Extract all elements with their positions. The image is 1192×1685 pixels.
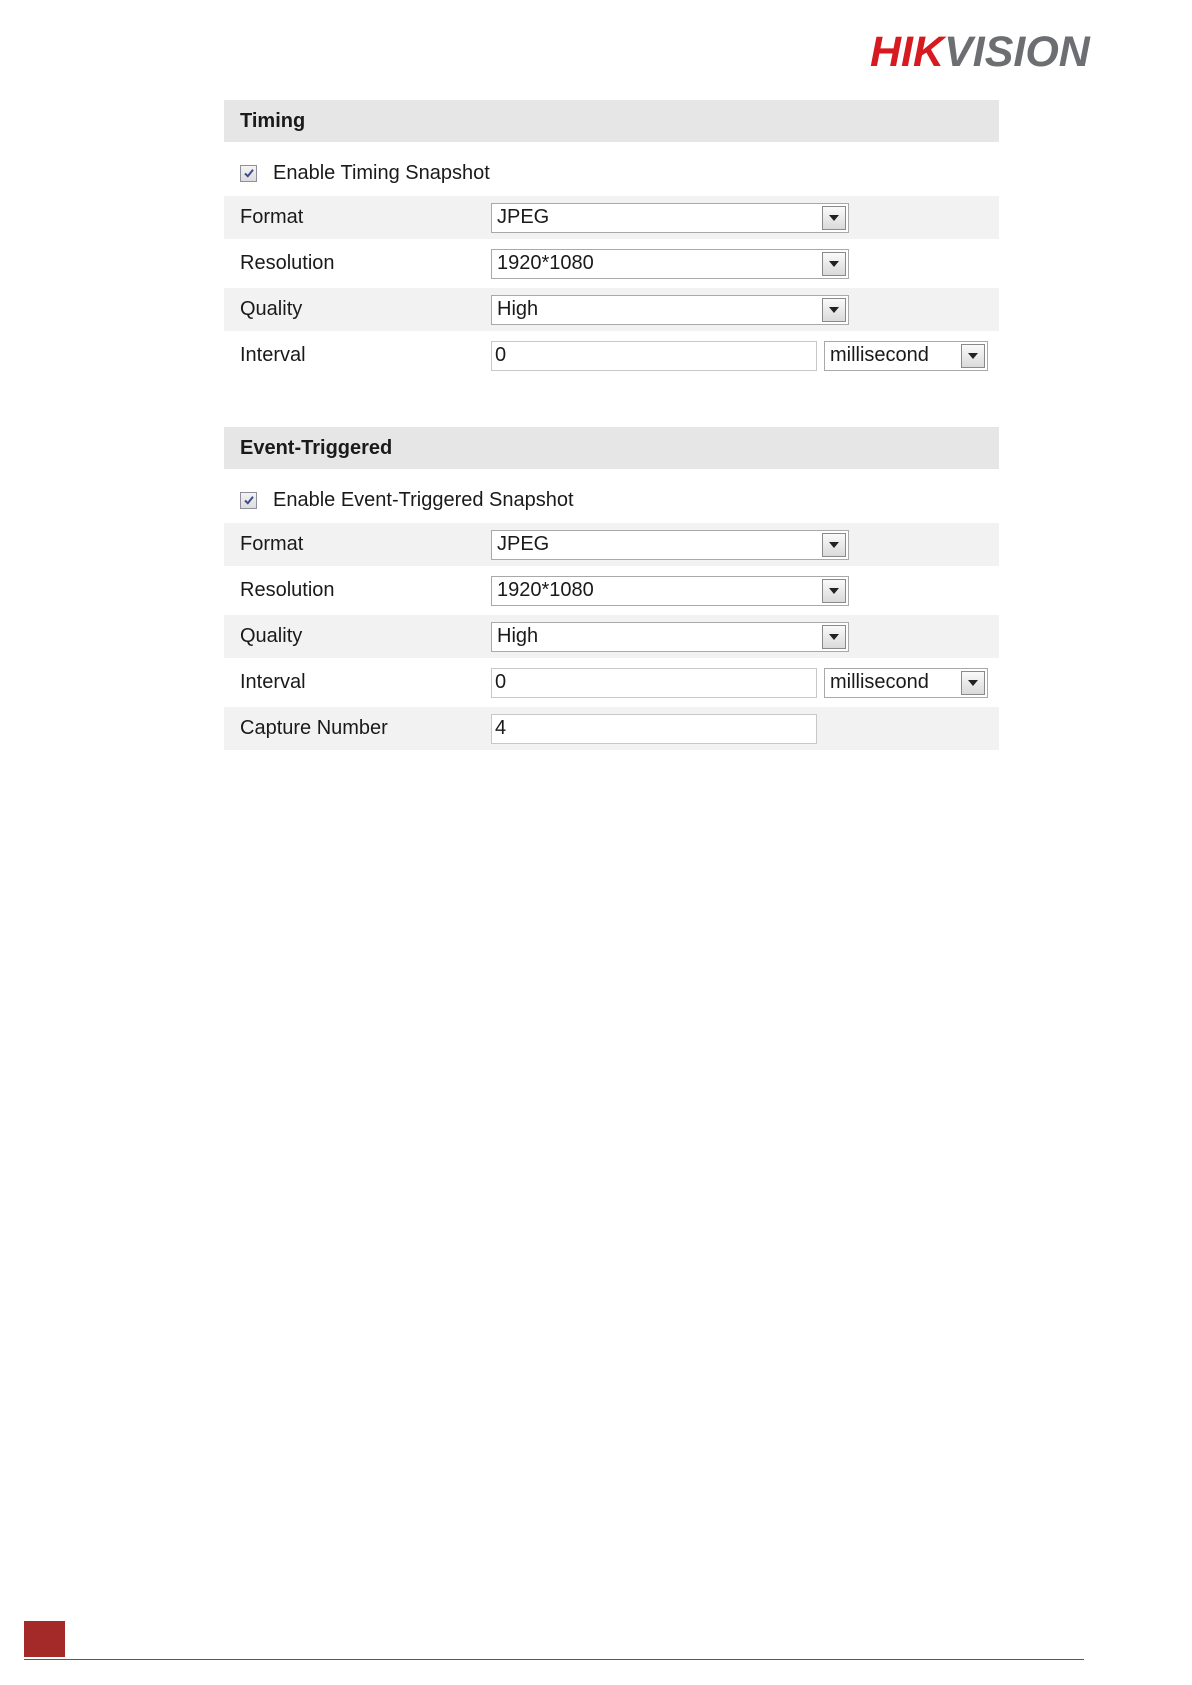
event-resolution-value: 1920*1080 — [497, 579, 594, 601]
event-triggered-panel — [224, 427, 999, 753]
timing-section-title: Timing — [240, 109, 306, 132]
timing-interval-row — [224, 334, 999, 377]
enable-event-snapshot-checkbox[interactable] — [240, 492, 257, 509]
footer-accent-square — [24, 1621, 65, 1657]
event-resolution-select[interactable] — [491, 576, 849, 606]
timing-resolution-value: 1920*1080 — [497, 252, 594, 274]
dropdown-button[interactable] — [822, 298, 846, 322]
dropdown-button[interactable] — [822, 625, 846, 649]
event-format-label: Format — [240, 533, 304, 555]
timing-resolution-label: Resolution — [240, 252, 335, 274]
event-format-row — [224, 523, 999, 566]
event-interval-input[interactable] — [491, 668, 817, 698]
chevron-down-icon — [829, 542, 839, 548]
timing-interval-unit-select[interactable] — [824, 341, 988, 371]
timing-format-label: Format — [240, 206, 304, 228]
event-interval-unit-select[interactable] — [824, 668, 988, 698]
checkmark-icon — [243, 494, 255, 506]
enable-timing-snapshot-label: Enable Timing Snapshot — [273, 161, 490, 184]
event-capture-number-input[interactable] — [491, 714, 817, 744]
timing-quality-row — [224, 288, 999, 331]
chevron-down-icon — [829, 307, 839, 313]
timing-panel — [224, 100, 999, 380]
dropdown-button[interactable] — [961, 671, 985, 695]
event-quality-label: Quality — [240, 625, 303, 647]
enable-timing-snapshot-checkbox[interactable] — [240, 165, 257, 182]
enable-event-snapshot-label: Enable Event-Triggered Snapshot — [273, 488, 574, 511]
event-interval-unit-value: millisecond — [830, 671, 929, 693]
chevron-down-icon — [968, 680, 978, 686]
timing-quality-select[interactable] — [491, 295, 849, 325]
event-capture-number-row — [224, 707, 999, 750]
chevron-down-icon — [968, 353, 978, 359]
event-resolution-row — [224, 569, 999, 612]
timing-section-header — [224, 100, 999, 142]
chevron-down-icon — [829, 261, 839, 267]
logo-hik-text: HIK — [870, 28, 945, 76]
dropdown-button[interactable] — [822, 579, 846, 603]
timing-format-select[interactable] — [491, 203, 849, 233]
checkmark-icon — [243, 167, 255, 179]
dropdown-button[interactable] — [822, 206, 846, 230]
timing-quality-value: High — [497, 298, 539, 320]
timing-resolution-row — [224, 242, 999, 285]
chevron-down-icon — [829, 634, 839, 640]
timing-enable-row — [224, 150, 999, 196]
dropdown-button[interactable] — [822, 252, 846, 276]
event-interval-label: Interval — [240, 671, 306, 693]
timing-resolution-select[interactable] — [491, 249, 849, 279]
event-resolution-label: Resolution — [240, 579, 335, 601]
timing-interval-label: Interval — [240, 344, 306, 366]
timing-interval-unit-value: millisecond — [830, 344, 929, 366]
hikvision-logo — [870, 28, 1120, 76]
event-format-select[interactable] — [491, 530, 849, 560]
timing-format-row — [224, 196, 999, 239]
logo-vision-text: VISION — [944, 28, 1090, 76]
timing-interval-input[interactable] — [491, 341, 817, 371]
footer-divider — [24, 1659, 1084, 1660]
dropdown-button[interactable] — [961, 344, 985, 368]
event-section-header — [224, 427, 999, 469]
event-quality-row — [224, 615, 999, 658]
chevron-down-icon — [829, 588, 839, 594]
timing-format-value: JPEG — [497, 206, 550, 228]
event-interval-row — [224, 661, 999, 704]
dropdown-button[interactable] — [822, 533, 846, 557]
event-section-title: Event-Triggered — [240, 436, 393, 459]
chevron-down-icon — [829, 215, 839, 221]
event-quality-select[interactable] — [491, 622, 849, 652]
event-capture-number-label: Capture Number — [240, 717, 388, 739]
event-quality-value: High — [497, 625, 539, 647]
event-enable-row — [224, 477, 999, 523]
timing-quality-label: Quality — [240, 298, 303, 320]
event-format-value: JPEG — [497, 533, 550, 555]
